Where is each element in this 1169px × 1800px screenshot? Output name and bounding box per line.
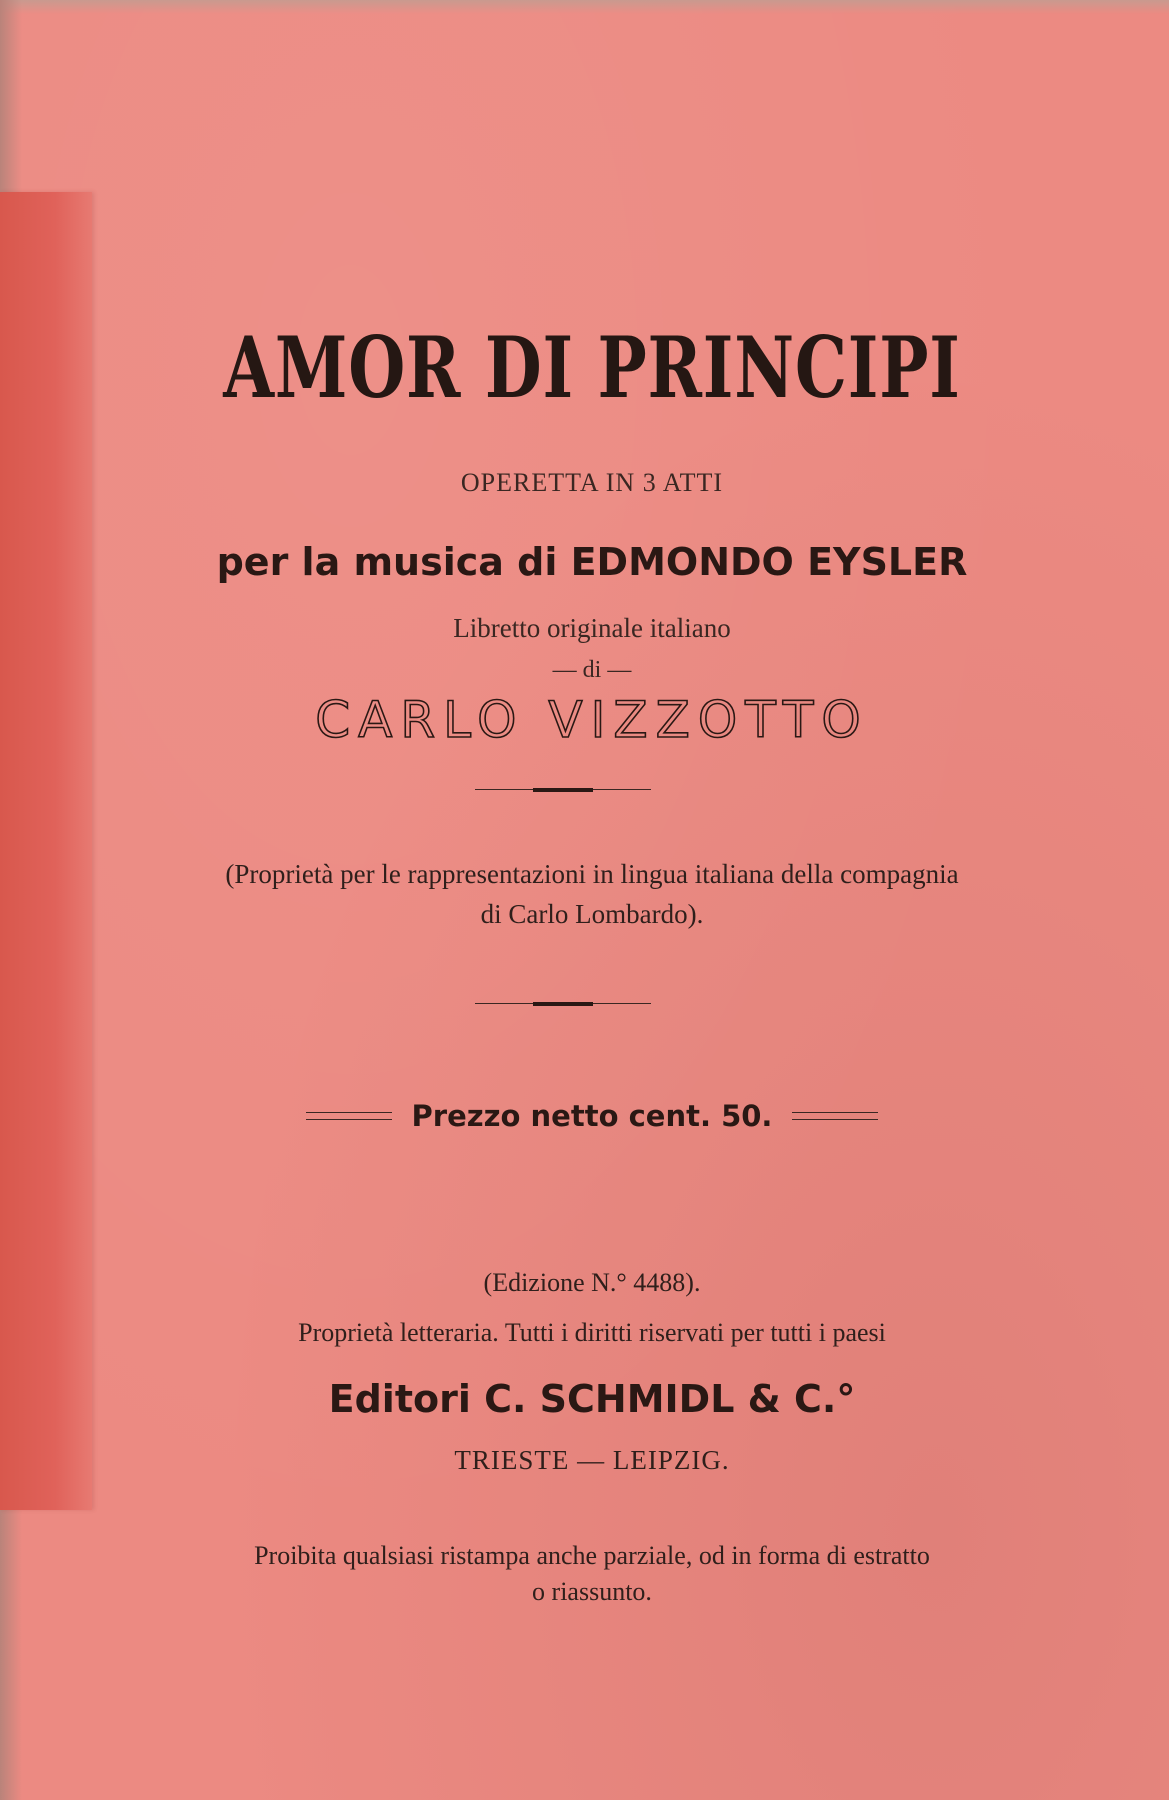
prohibition-line-2: o riassunto. [532,1577,652,1606]
ornamental-rule [475,786,651,794]
di-line: — di — [552,657,632,683]
libretto-line: Libretto originale italiano [453,613,731,643]
price-label: Prezzo netto cent. 50. [411,1099,773,1133]
spine-strip [0,192,92,1510]
property-note-line-2: di Carlo Lombardo). [480,899,704,929]
music-credit: per la musica di EDMONDO EYSLER [216,540,968,584]
property-note [92,854,1092,934]
cover-title: AMOR DI PRINCIPI [223,318,961,417]
edition-number: (Edizione N.° 4488). [483,1268,701,1297]
rule-thick-line [533,788,593,792]
property-note-line-1: (Proprietà per le rappresentazioni in lingua italiana della compagnia [225,859,959,889]
worn-top-edge [0,0,1169,14]
publisher-name: Editori C. SCHMIDL & C.° [328,1377,856,1421]
author-name: CARLO VIZZOTTO [315,691,869,749]
cover-subtitle: OPERETTA IN 3 ATTI [460,468,724,497]
ornamental-rule [475,1000,651,1008]
publisher-cities: TRIESTE — LEIPZIG. [454,1445,730,1475]
double-rule-left [306,1112,392,1120]
rights-notice: Proprietà letteraria. Tutti i diritti riservati per tutti i paesi [298,1318,886,1347]
rule-thick-line [533,1002,593,1006]
reprint-prohibition [92,1538,1092,1610]
price-row [92,1092,1092,1140]
double-rule-right [792,1112,878,1120]
prohibition-line-1: Proibita qualsiasi ristampa anche parziale, od in forma di estratto [254,1541,930,1570]
